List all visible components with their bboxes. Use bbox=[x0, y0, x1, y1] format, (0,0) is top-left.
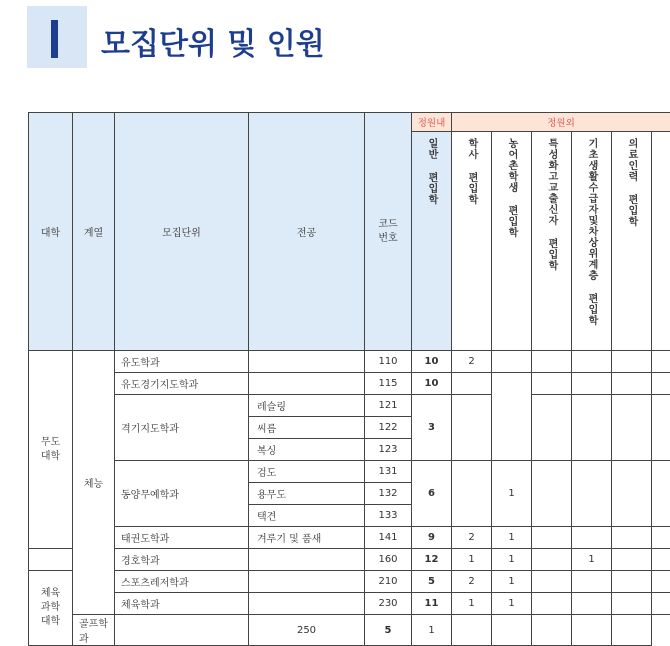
major-cell: 검도 bbox=[249, 461, 365, 483]
medical-count bbox=[612, 351, 652, 373]
code-cell: 160 bbox=[365, 549, 412, 571]
major-cell: 겨루기 및 품새 bbox=[249, 527, 365, 549]
table-row bbox=[29, 571, 670, 593]
major-cell bbox=[249, 571, 365, 593]
unit-cell: 유도학과 bbox=[115, 351, 249, 373]
rural-count: 1 bbox=[492, 461, 532, 527]
basic-count bbox=[532, 615, 572, 646]
general-count: 11 bbox=[412, 593, 452, 615]
medical-count bbox=[612, 593, 652, 615]
bachelor-count bbox=[452, 373, 492, 395]
college-mudo: 무도 대학 bbox=[29, 351, 73, 549]
rural-count: 1 bbox=[492, 571, 532, 593]
major-cell: 용무도 bbox=[249, 483, 365, 505]
bachelor-count: 2 bbox=[452, 527, 492, 549]
code-cell: 250 bbox=[249, 615, 365, 646]
major-cell: 택견 bbox=[249, 505, 365, 527]
code-cell: 131 bbox=[365, 461, 412, 483]
rural-count: 1 bbox=[492, 527, 532, 549]
unit-cell: 경호학과 bbox=[115, 549, 249, 571]
basic-count: 1 bbox=[572, 549, 612, 571]
special-count bbox=[532, 571, 572, 593]
medical-count bbox=[612, 571, 652, 593]
basic-count bbox=[572, 527, 612, 549]
table-row bbox=[29, 351, 670, 373]
special-count bbox=[532, 351, 572, 373]
rural-count: 1 bbox=[492, 549, 532, 571]
unit-cell: 격기지도학과 bbox=[115, 395, 249, 461]
header-bachelor-transfer: 학사 편입학 bbox=[452, 132, 492, 351]
header-basic-living-transfer: 기초생활수급자및차상위계층 편입학 bbox=[572, 132, 612, 351]
general-count: 5 bbox=[412, 571, 452, 593]
bachelor-count: 1 bbox=[452, 549, 492, 571]
rural-count bbox=[452, 615, 492, 646]
rural-count: 1 bbox=[492, 593, 532, 615]
major-cell bbox=[249, 593, 365, 615]
basic-count bbox=[572, 351, 612, 373]
bachelor-count: 1 bbox=[412, 615, 452, 646]
unit-cell: 태권도학과 bbox=[115, 527, 249, 549]
major-cell: 복싱 bbox=[249, 439, 365, 461]
special-count bbox=[532, 373, 572, 395]
header-overflow-cell bbox=[652, 132, 670, 351]
code-cell: 115 bbox=[365, 373, 412, 395]
code-cell: 110 bbox=[365, 351, 412, 373]
unit-cell: 스포츠레저학과 bbox=[115, 571, 249, 593]
header-code: 코드 번호 bbox=[365, 113, 412, 351]
page-title: 모집단위 및 인원 bbox=[101, 19, 325, 63]
header-college: 대학 bbox=[29, 113, 73, 351]
table-row bbox=[29, 527, 670, 549]
special-count bbox=[492, 615, 532, 646]
code-cell: 121 bbox=[365, 395, 412, 417]
recruitment-table bbox=[28, 112, 670, 646]
rural-count bbox=[492, 351, 532, 373]
unit-cell: 동양무예학과 bbox=[115, 461, 249, 527]
major-cell bbox=[115, 615, 249, 646]
code-cell: 123 bbox=[365, 439, 412, 461]
unit-cell: 골프학과 bbox=[73, 615, 115, 646]
major-cell: 레슬링 bbox=[249, 395, 365, 417]
general-count: 12 bbox=[412, 549, 452, 571]
major-cell bbox=[249, 373, 365, 395]
basic-count bbox=[572, 571, 612, 593]
bachelor-count: 2 bbox=[452, 571, 492, 593]
basic-count bbox=[572, 373, 612, 395]
rural-count bbox=[492, 373, 532, 461]
unit-cell: 유도경기지도학과 bbox=[115, 373, 249, 395]
major-cell bbox=[249, 351, 365, 373]
medical-count bbox=[612, 549, 652, 571]
medical-count bbox=[572, 615, 612, 646]
general-count: 9 bbox=[412, 527, 452, 549]
code-cell: 230 bbox=[365, 593, 412, 615]
header-general-transfer: 일반 편입학 bbox=[412, 132, 452, 351]
header-rural-transfer: 농어촌학생 편입학 bbox=[492, 132, 532, 351]
field-cell: 체능 bbox=[73, 351, 115, 615]
college-sports: 체육 과학 대학 bbox=[29, 571, 73, 646]
code-cell: 141 bbox=[365, 527, 412, 549]
header-vocational-transfer: 특성화고교출신자 편입학 bbox=[532, 132, 572, 351]
special-count bbox=[532, 593, 572, 615]
medical-count bbox=[612, 527, 652, 549]
table-row bbox=[29, 593, 670, 615]
table-row bbox=[29, 615, 670, 646]
table-row bbox=[29, 373, 670, 395]
medical-count bbox=[612, 373, 652, 395]
header-field: 계열 bbox=[73, 113, 115, 351]
bachelor-count: 2 bbox=[452, 351, 492, 373]
general-count: 10 bbox=[412, 373, 452, 395]
major-cell bbox=[249, 549, 365, 571]
bachelor-count: 1 bbox=[452, 593, 492, 615]
general-count: 5 bbox=[365, 615, 412, 646]
general-count: 10 bbox=[412, 351, 452, 373]
code-cell: 132 bbox=[365, 483, 412, 505]
special-count bbox=[532, 549, 572, 571]
header-major: 전공 bbox=[249, 113, 365, 351]
title-accent-bar bbox=[51, 20, 58, 58]
code-cell: 122 bbox=[365, 417, 412, 439]
table-row bbox=[29, 395, 670, 417]
major-cell: 씨름 bbox=[249, 417, 365, 439]
code-cell: 133 bbox=[365, 505, 412, 527]
header-out-quota: 정원외 bbox=[452, 113, 670, 132]
table-row bbox=[29, 549, 670, 571]
header-medical-transfer: 의료인력 편입학 bbox=[612, 132, 652, 351]
basic-count bbox=[572, 593, 612, 615]
header-unit: 모집단위 bbox=[115, 113, 249, 351]
code-cell: 210 bbox=[365, 571, 412, 593]
unit-cell: 체육학과 bbox=[115, 593, 249, 615]
special-count bbox=[532, 527, 572, 549]
general-count: 3 bbox=[412, 395, 452, 461]
table-row bbox=[29, 461, 670, 483]
general-count: 6 bbox=[412, 461, 452, 527]
header-in-quota: 정원내 bbox=[412, 113, 452, 132]
